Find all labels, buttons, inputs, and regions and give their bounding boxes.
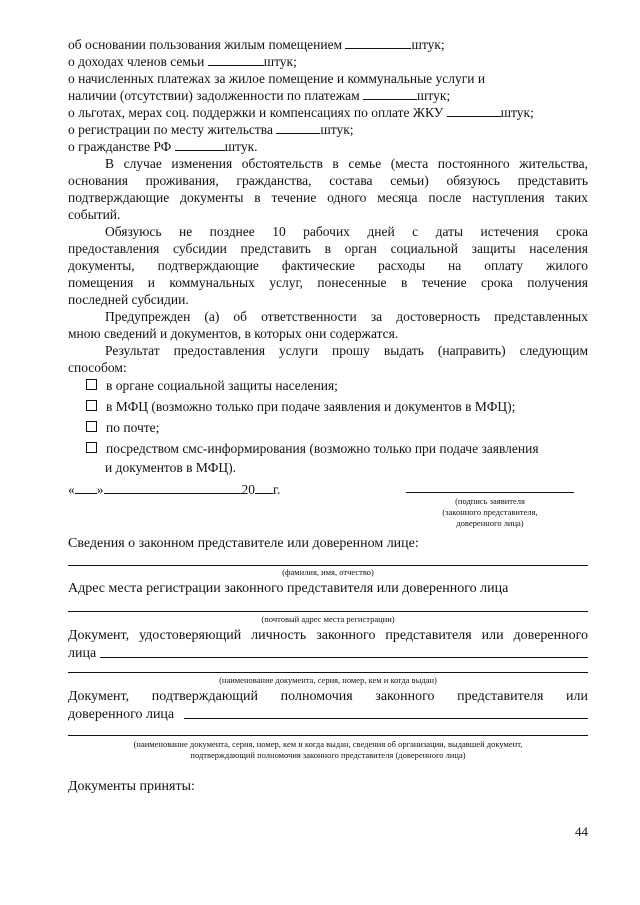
checkbox[interactable]: [86, 421, 97, 432]
signature-caption: (законного представителя,: [442, 507, 538, 517]
para-change-line: событий.: [68, 207, 121, 222]
authority-document-caption: (наименование документа, серия, номер, кем и когда выдан, сведения об организации, выдавшей документ,: [133, 739, 523, 749]
authority-document-caption: подтверждающий полномочия законного представителя (доверенного лица): [190, 750, 466, 760]
id-document-caption: (наименование документа, серия, номер, кем и когда выдан): [219, 675, 437, 685]
date-line: « » 20 г.: [68, 482, 281, 497]
para-change-line: основания проживания, гражданства, состава семьи) обязуюсь представить: [68, 173, 588, 188]
representative-name-line[interactable]: [68, 565, 588, 566]
id-document-line[interactable]: [100, 657, 588, 658]
checkbox[interactable]: [86, 442, 97, 453]
registration-count-field[interactable]: [276, 121, 320, 134]
para-obligation-line: предоставления субсидии представить в орган социальной защиты населения: [68, 241, 588, 256]
id-document-label: Документ, удостоверяющий личность законного представителя или доверенного: [68, 628, 588, 643]
checkbox[interactable]: [86, 379, 97, 390]
signature-line[interactable]: [406, 492, 574, 493]
checkbox[interactable]: [86, 400, 97, 411]
authority-document-label: доверенного лица: [68, 707, 175, 722]
para-obligation-line: последней субсидии.: [68, 292, 189, 307]
para-result-line: Результат предоставления услуги прошу выдать (направить) следующим: [105, 343, 588, 358]
date-month-field[interactable]: [104, 481, 242, 494]
signature-caption: (подпись заявителя: [455, 496, 525, 506]
date-year-field[interactable]: [255, 481, 273, 494]
debt-count-field[interactable]: [363, 87, 417, 100]
option-social-protection[interactable]: в органе социальной защиты населения;: [86, 377, 588, 394]
list-item-income: о доходах членов семьи штук;: [68, 54, 297, 69]
representative-heading: Сведения о законном представителе или доверенном лице:: [68, 536, 419, 551]
income-count-field[interactable]: [208, 53, 264, 66]
documents-accepted: Документы приняты:: [68, 779, 195, 794]
option-sms[interactable]: посредством смс-информирования (возможно только при подаче заявления: [86, 440, 588, 457]
option-mail[interactable]: по почте;: [86, 419, 588, 436]
page-number: 44: [575, 824, 588, 839]
para-obligation-line: документы, подтверждающие фактические расходы на оплату жилого: [68, 258, 588, 273]
representative-name-caption: (фамилия, имя, отчество): [282, 567, 374, 577]
para-change-line: подтверждающие документы в течение одного месяца после наступления таких: [68, 190, 588, 205]
option-mfc[interactable]: в МФЦ (возможно только при подаче заявления и документов в МФЦ);: [86, 398, 588, 415]
address-label: Адрес места регистрации законного представителя или доверенного лица: [68, 581, 509, 596]
para-result-line: способом:: [68, 360, 127, 375]
authority-document-label: Документ, подтверждающий полномочия законного представителя или: [68, 689, 588, 704]
list-item-debt: наличии (отсутствии) задолженности по платежам штук;: [68, 88, 451, 103]
list-item-citizenship: о гражданстве РФ штук.: [68, 139, 258, 154]
para-change-line: В случае изменения обстоятельств в семье (места постоянного жительства,: [105, 156, 588, 171]
date-day-field[interactable]: [75, 481, 97, 494]
authority-document-line[interactable]: [184, 718, 588, 719]
authority-document-line-2[interactable]: [68, 735, 588, 736]
citizenship-count-field[interactable]: [175, 138, 225, 151]
benefits-count-field[interactable]: [447, 104, 501, 117]
list-item-payments: о начисленных платежах за жилое помещение и коммунальные услуги и: [68, 71, 486, 86]
para-warning-line: Предупрежден (а) об ответственности за достоверность представленных: [105, 309, 588, 324]
list-item-registration: о регистрации по месту жительства штук;: [68, 122, 354, 137]
id-document-label: лица: [68, 646, 97, 661]
option-sms-continued: и документов в МФЦ).: [105, 460, 236, 475]
signature-caption: доверенного лица): [456, 518, 524, 528]
address-line[interactable]: [68, 611, 588, 612]
para-obligation-line: помещения и коммунальных услуг, понесенные в течение срока получения: [68, 275, 588, 290]
para-obligation-line: Обязуюсь не позднее 10 рабочих дней с даты истечения срока: [105, 224, 588, 239]
para-warning-line: мною сведений и документов, в которых они содержатся.: [68, 326, 399, 341]
id-document-line-2[interactable]: [68, 672, 588, 673]
residence-count-field[interactable]: [345, 36, 411, 49]
list-item-benefits: о льготах, мерах соц. поддержки и компенсациях по оплате ЖКУ штук;: [68, 105, 534, 120]
address-caption: (почтовый адрес места регистрации): [261, 614, 395, 624]
list-item-residence: об основании пользования жилым помещением штук;: [68, 37, 445, 52]
